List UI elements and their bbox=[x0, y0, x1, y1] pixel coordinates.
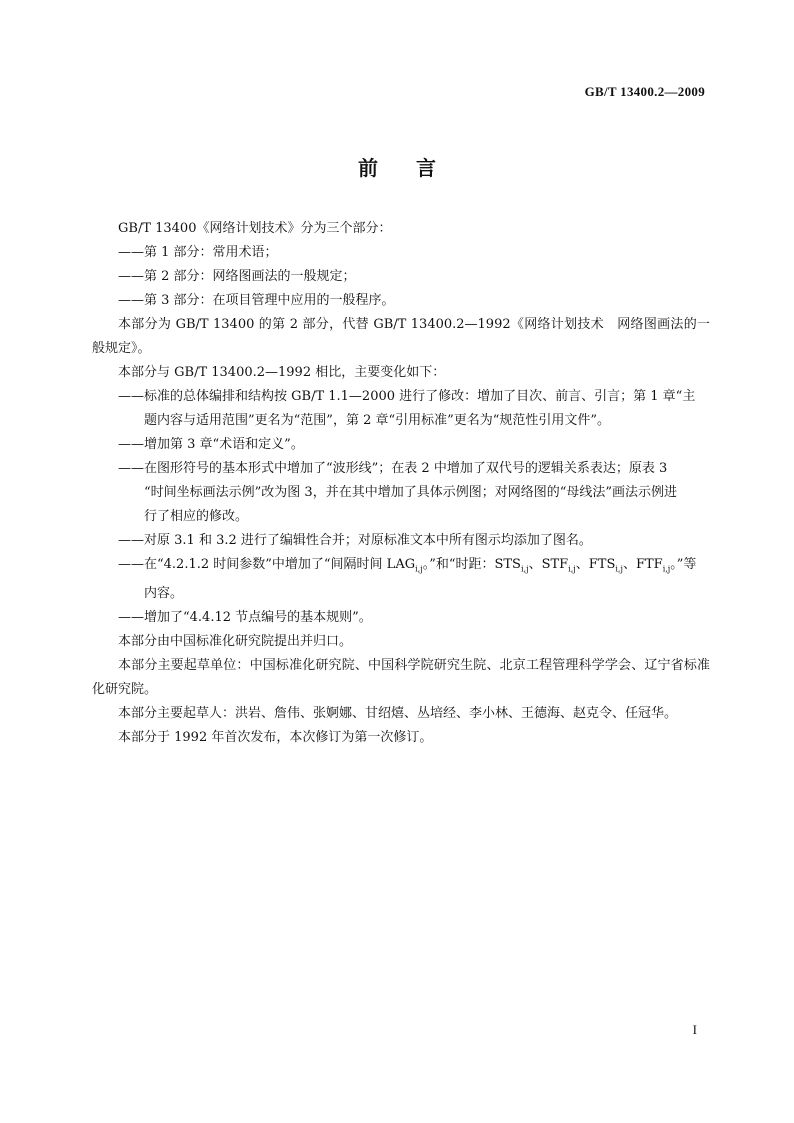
change-item bbox=[92, 457, 710, 529]
change-item bbox=[92, 385, 710, 433]
part-list-item: ——第 2 部分：网络图画法的一般规定； bbox=[118, 269, 356, 284]
text-run: 。”等 bbox=[670, 557, 697, 572]
change-line bbox=[118, 553, 710, 582]
change-line: ——在图形符号的基本形式中增加了“波形线”；在表 2 中增加了双代号的逻辑关系表达；原表 3 bbox=[118, 461, 668, 476]
drafting-units-paragraph: 本部分主要起草单位：中国标准化研究院、中国科学院研究生院、北京工程管理科学学会、辽宁省标准化研究院。 bbox=[92, 657, 710, 697]
text-run: 、FTS bbox=[575, 557, 616, 572]
change-line: 行了相应的修改。 bbox=[144, 509, 249, 524]
change-line: “时间坐标画法示例”改为图 3，并在其中增加了具体示例图；对网络图的“母线法”画法示例进 bbox=[144, 485, 677, 500]
part-list-item: ——第 1 部分：常用术语； bbox=[118, 245, 278, 260]
change-item: ——增加第 3 章“术语和定义”。 bbox=[118, 437, 304, 452]
intro-paragraph: GB/T 13400《网络计划技术》分为三个部分： bbox=[118, 221, 392, 236]
standard-code: GB/T 13400.2—2009 bbox=[584, 84, 705, 99]
subscript: i,j bbox=[415, 564, 423, 574]
part-list-item: ——第 3 部分：在项目管理中应用的一般程序。 bbox=[118, 293, 395, 308]
subscript: i,j bbox=[662, 564, 671, 574]
change-item: ——增加了“4.4.12 节点编号的基本规则”。 bbox=[118, 609, 372, 625]
foreword-body bbox=[92, 217, 710, 750]
text-run: 、STF bbox=[528, 557, 569, 572]
text-run: ——在“4.2.1.2 时间参数”中增加了“间隔时间 LAG bbox=[118, 557, 416, 572]
subscript: i,j bbox=[520, 564, 529, 574]
change-line: 题内容与适用范围”更名为“范围”，第 2 章“引用标准”更名为“规范性引用文件”。 bbox=[144, 413, 611, 428]
change-item bbox=[92, 553, 710, 606]
page-number: I bbox=[692, 1022, 697, 1037]
history-paragraph: 本部分于 1992 年首次发布，本次修订为第一次修订。 bbox=[118, 729, 433, 745]
page-title: 前言 bbox=[358, 156, 474, 180]
change-line: 内容。 bbox=[144, 585, 184, 601]
text-run: 。”和“时距：STS bbox=[422, 557, 521, 572]
changes-intro: 本部分与 GB/T 13400.2—1992 相比，主要变化如下： bbox=[118, 365, 446, 380]
drafters-paragraph: 本部分主要起草人：洪岩、詹伟、张婀娜、甘绍熺、丛培经、李小林、王德海、赵克令、任冠华。 bbox=[118, 705, 678, 721]
change-line: ——标准的总体编排和结构按 GB/T 1.1—2000 进行了修改：增加了目次、前言、引言；第 1 章“主 bbox=[118, 389, 696, 404]
proposer-paragraph: 本部分由中国标准化研究院提出并归口。 bbox=[118, 633, 353, 649]
change-item: ——对原 3.1 和 3.2 进行了编辑性合并；对原标准文本中所有图示均添加了图名。 bbox=[118, 533, 592, 548]
subscript: i,j bbox=[615, 564, 623, 574]
text-run: 、FTF bbox=[622, 557, 663, 572]
replacement-paragraph: 本部分为 GB/T 13400 的第 2 部分，代替 GB/T 13400.2—1992《网络计划技术 网络图画法的一般规定》。 bbox=[92, 317, 710, 356]
subscript: i,j bbox=[568, 564, 576, 574]
